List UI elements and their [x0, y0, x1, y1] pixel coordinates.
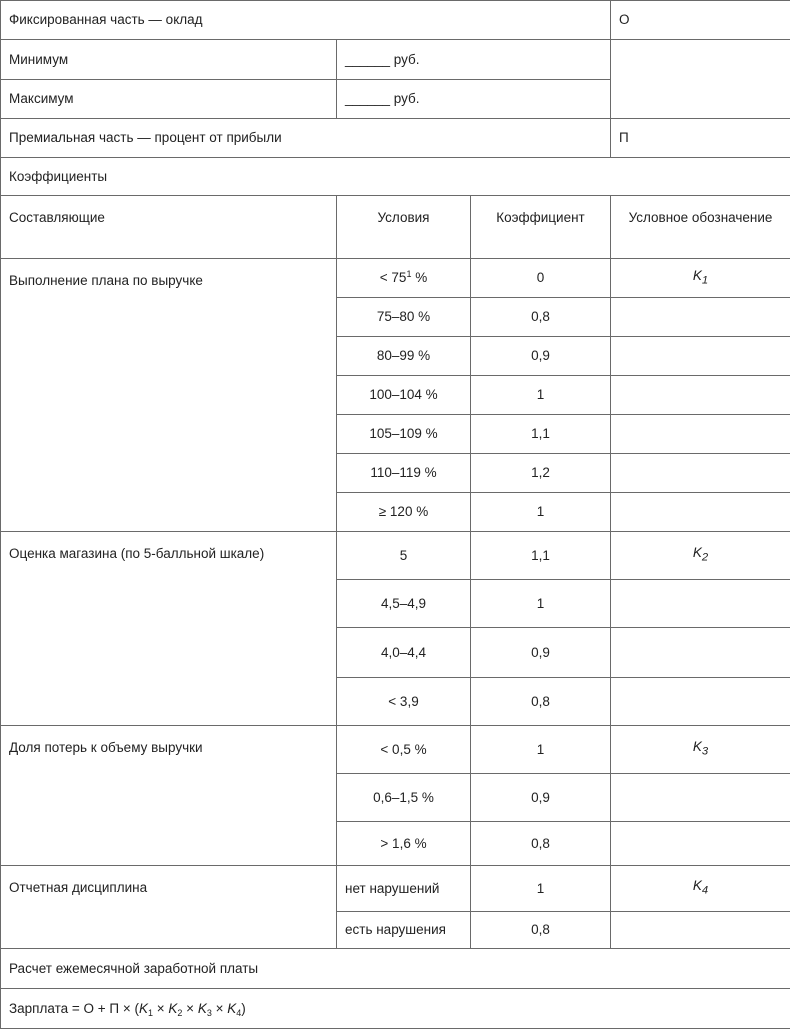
condition-cell: 4,0–4,4: [337, 628, 471, 678]
header-coefficient: Коэффициент: [471, 196, 611, 259]
condition-cell: < 0,5 %: [337, 726, 471, 774]
symbol-cell-empty: [611, 580, 790, 628]
symbol-cell-empty: [611, 822, 790, 866]
symbol-cell-empty: [611, 337, 790, 376]
symbol-cell-empty: [611, 678, 790, 726]
coefficient-cell: 1: [471, 376, 611, 415]
fixed-part-symbol: О: [611, 1, 790, 40]
fixed-part-label: Фиксированная часть — оклад: [1, 1, 611, 40]
symbol-cell-empty: [611, 415, 790, 454]
table-row: [1, 866, 790, 912]
coefficient-cell: 0,8: [471, 298, 611, 337]
condition-cell: > 1,6 %: [337, 822, 471, 866]
symbol-k3: $K_3$: [611, 726, 790, 774]
condition-cell: < 3,9: [337, 678, 471, 726]
component-store-rating: Оценка магазина (по 5-балльной шкале): [1, 532, 337, 726]
symbol-cell-empty: [611, 774, 790, 822]
symbol-k4: $K_4$: [611, 866, 790, 912]
coefficient-cell: 1,1: [471, 415, 611, 454]
coefficient-cell: 0: [471, 259, 611, 298]
coefficients-title-row: [1, 158, 790, 196]
symbol-cell-empty: [611, 493, 790, 532]
coefficient-cell: 0,9: [471, 628, 611, 678]
component-losses-share: Доля потерь к объему выручки: [1, 726, 337, 866]
coefficient-cell: 1: [471, 493, 611, 532]
formula-row: [1, 989, 790, 1029]
table-row: [1, 726, 790, 774]
condition-cell: 110–119 %: [337, 454, 471, 493]
symbol-k1: $K_1$: [611, 259, 790, 298]
symbol-cell-empty: [611, 628, 790, 678]
coefficients-title: Коэффициенты: [1, 158, 790, 196]
component-plan-revenue: Выполнение плана по выручке: [1, 259, 337, 532]
premium-part-symbol: П: [611, 119, 790, 158]
coefficient-cell: 0,8: [471, 822, 611, 866]
minimum-row: [1, 40, 790, 80]
coefficient-cell: 0,9: [471, 774, 611, 822]
condition-cell: ≥ 120 %: [337, 493, 471, 532]
minimum-label: Минимум: [1, 40, 337, 80]
condition-cell: есть нарушения: [337, 912, 471, 949]
premium-part-row: [1, 119, 790, 158]
minimum-value: ______ руб.: [337, 40, 611, 80]
maximum-label: Максимум: [1, 80, 337, 119]
condition-cell: 80–99 %: [337, 337, 471, 376]
table-row: [1, 259, 790, 298]
condition-cell: нет нарушений: [337, 866, 471, 912]
coefficient-cell: 1: [471, 866, 611, 912]
condition-cell: 100–104 %: [337, 376, 471, 415]
symbol-cell-empty: [611, 376, 790, 415]
coefficient-cell: 0,8: [471, 912, 611, 949]
symbol-cell-empty: [611, 912, 790, 949]
condition-cell: 5: [337, 532, 471, 580]
header-component: Составляющие: [1, 196, 337, 259]
condition-cell: 105–109 %: [337, 415, 471, 454]
symbol-cell-empty: [611, 298, 790, 337]
symbol-k2: $K_2$: [611, 532, 790, 580]
condition-cell: 0,6–1,5 %: [337, 774, 471, 822]
header-condition: Условия: [337, 196, 471, 259]
coefficient-cell: 1: [471, 580, 611, 628]
symbol-cell-empty: [611, 454, 790, 493]
condition-cell: < 75$^1$ %: [337, 259, 471, 298]
coefficient-cell: 0,9: [471, 337, 611, 376]
coefficient-cell: 0,8: [471, 678, 611, 726]
fixed-part-row: [1, 1, 790, 40]
maximum-value: ______ руб.: [337, 80, 611, 119]
coefficient-cell: 1,2: [471, 454, 611, 493]
condition-cell: 4,5–4,9: [337, 580, 471, 628]
salary-formula: Зарплата = $О + П \times (K_1 \times K_2 \times K_3 \times K_4)$: [1, 989, 790, 1029]
header-symbol: Условное обозначение: [611, 196, 790, 259]
header-row: [1, 196, 790, 259]
coefficient-cell: 1,1: [471, 532, 611, 580]
coefficient-cell: 1: [471, 726, 611, 774]
component-reporting-discipline: Отчетная дисциплина: [1, 866, 337, 949]
table-row: [1, 532, 790, 580]
calc-title-row: [1, 949, 790, 989]
premium-part-label: Премиальная часть — процент от прибыли: [1, 119, 611, 158]
calc-title: Расчет ежемесячной заработной платы: [1, 949, 790, 989]
condition-cell: 75–80 %: [337, 298, 471, 337]
min-max-symbol-cell: [611, 40, 790, 119]
